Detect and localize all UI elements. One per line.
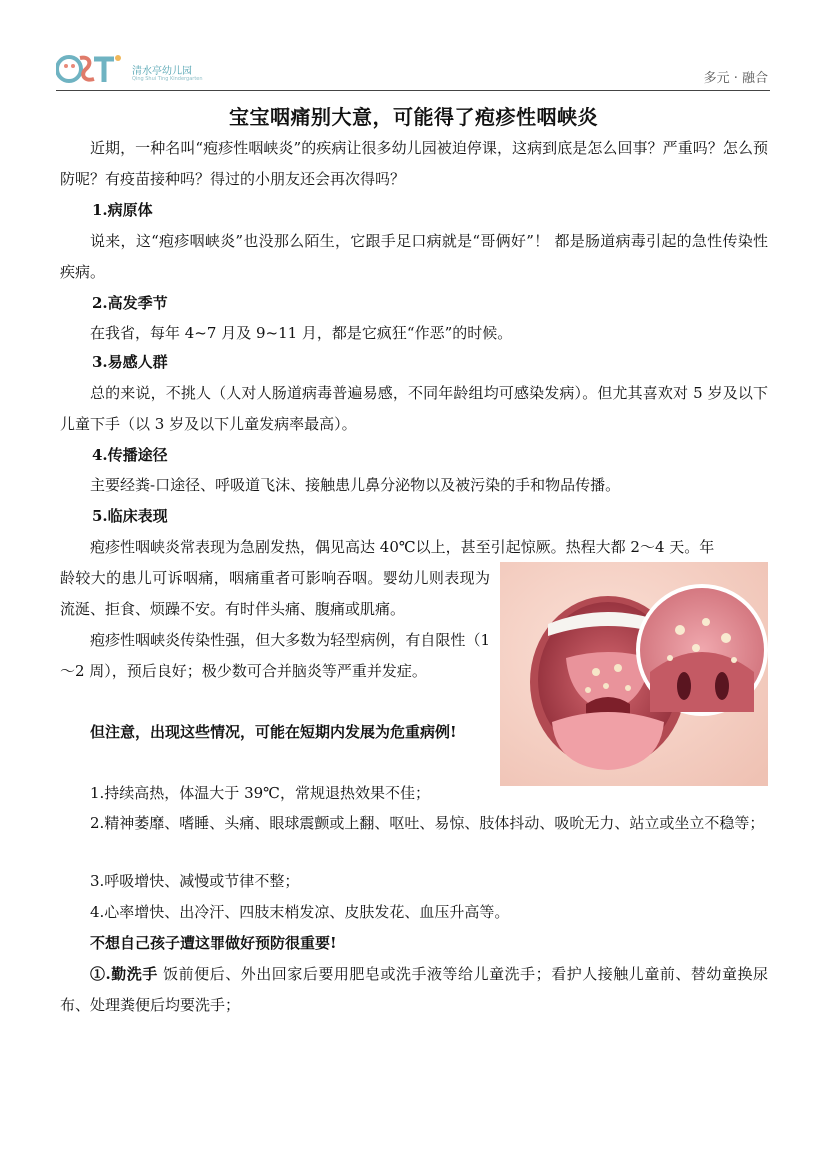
logo-name: 清水亭幼儿园 <box>132 66 192 77</box>
section-heading-2: 2.高发季节 <box>92 294 168 312</box>
prevention-heading: 不想自己孩子遭这罪做好预防很重要! <box>90 934 337 952</box>
section-text-2: 在我省，每年 4~7 月及 9~11 月，都是它疯狂“作恶”的时候。 <box>90 324 513 342</box>
danger-item-4: 4.心率增快、出冷汗、四肢末梢发凉、皮肤发花、血压升高等。 <box>90 903 510 921</box>
prevention-item-1 <box>60 959 768 1021</box>
clinical-text-line1: 疱疹性咽峡炎常表现为急剧发热，偶见高达 40℃以上，甚至引起惊厥。热程大都 2～4 天。年 <box>90 538 715 556</box>
logo-mark-icon <box>56 52 128 86</box>
danger-item-1: 1.持续高热，体温大于 39℃，常规退热效果不佳； <box>90 784 430 802</box>
kindergarten-logo <box>56 52 256 86</box>
page-header <box>56 48 772 92</box>
danger-item-3: 3.呼吸增快、减慢或节律不整； <box>90 872 300 890</box>
header-motto: 多元 · 融合 <box>703 71 768 86</box>
clinical-text-2: 疱疹性咽峡炎传染性强，但大多数为轻型病例，有自限性（1～2 周），预后良好；极少数可合并脑炎等严重并发症。 <box>60 631 490 680</box>
prevention-item-1-text: 饭前便后、外出回家后要用肥皂或洗手液等给儿童洗手；看护人接触儿童前、替幼童换尿布、处理粪便后均要洗手； <box>60 965 768 1014</box>
throat-illustration <box>500 562 768 786</box>
page-title: 宝宝咽痛别大意，可能得了疱疹性咽峡炎 <box>229 105 598 129</box>
clinical-text-rest: 龄较大的患儿可诉咽痛，咽痛重者可影响吞咽。婴幼儿则表现为流涎、拒食、烦躁不安。有时伴头痛、腹痛或肌痛。 <box>60 569 490 618</box>
section-heading-5: 5.临床表现 <box>92 507 168 525</box>
danger-item-2: 2.精神萎靡、嗜睡、头痛、眼球震颤或上翻、呕吐、易惊、肢体抖动、吸吮无力、站立或坐立不稳等； <box>90 814 765 832</box>
warning-text: 但注意，出现这些情况，可能在短期内发展为危重病例! <box>90 723 457 741</box>
section-text-1: 说来，这“疱疹咽峡炎”也没那么陌生，它跟手足口病就是“哥俩好”！ 都是肠道病毒引起的急性传染性疾病。 <box>60 232 768 281</box>
header-divider <box>56 90 770 91</box>
section-heading-1: 1.病原体 <box>92 201 153 219</box>
open-mouth-image <box>500 562 768 786</box>
section-heading-3: 3.易感人群 <box>92 353 168 371</box>
intro-paragraph: 近期，一种名叫“疱疹性咽峡炎”的疾病让很多幼儿园被迫停课，这病到底是怎么回事？严重吗？怎么预防呢？有疫苗接种吗？得过的小朋友还会再次得吗？ <box>60 139 768 188</box>
section-text-4: 主要经粪-口途径、呼吸道飞沫、接触患儿鼻分泌物以及被污染的手和物品传播。 <box>90 476 621 494</box>
section-heading-4: 4.传播途径 <box>92 446 168 464</box>
prevention-item-1-label: ①.勤洗手 <box>90 965 158 983</box>
logo-subtitle: Qing Shui Ting Kindergarten <box>132 76 203 82</box>
section-text-3: 总的来说，不挑人（人对人肠道病毒普遍易感，不同年龄组均可感染发病）。但尤其喜欢对 5 岁及以下儿童下手（以 3 岁及以下儿童发病率最高）。 <box>60 384 768 433</box>
